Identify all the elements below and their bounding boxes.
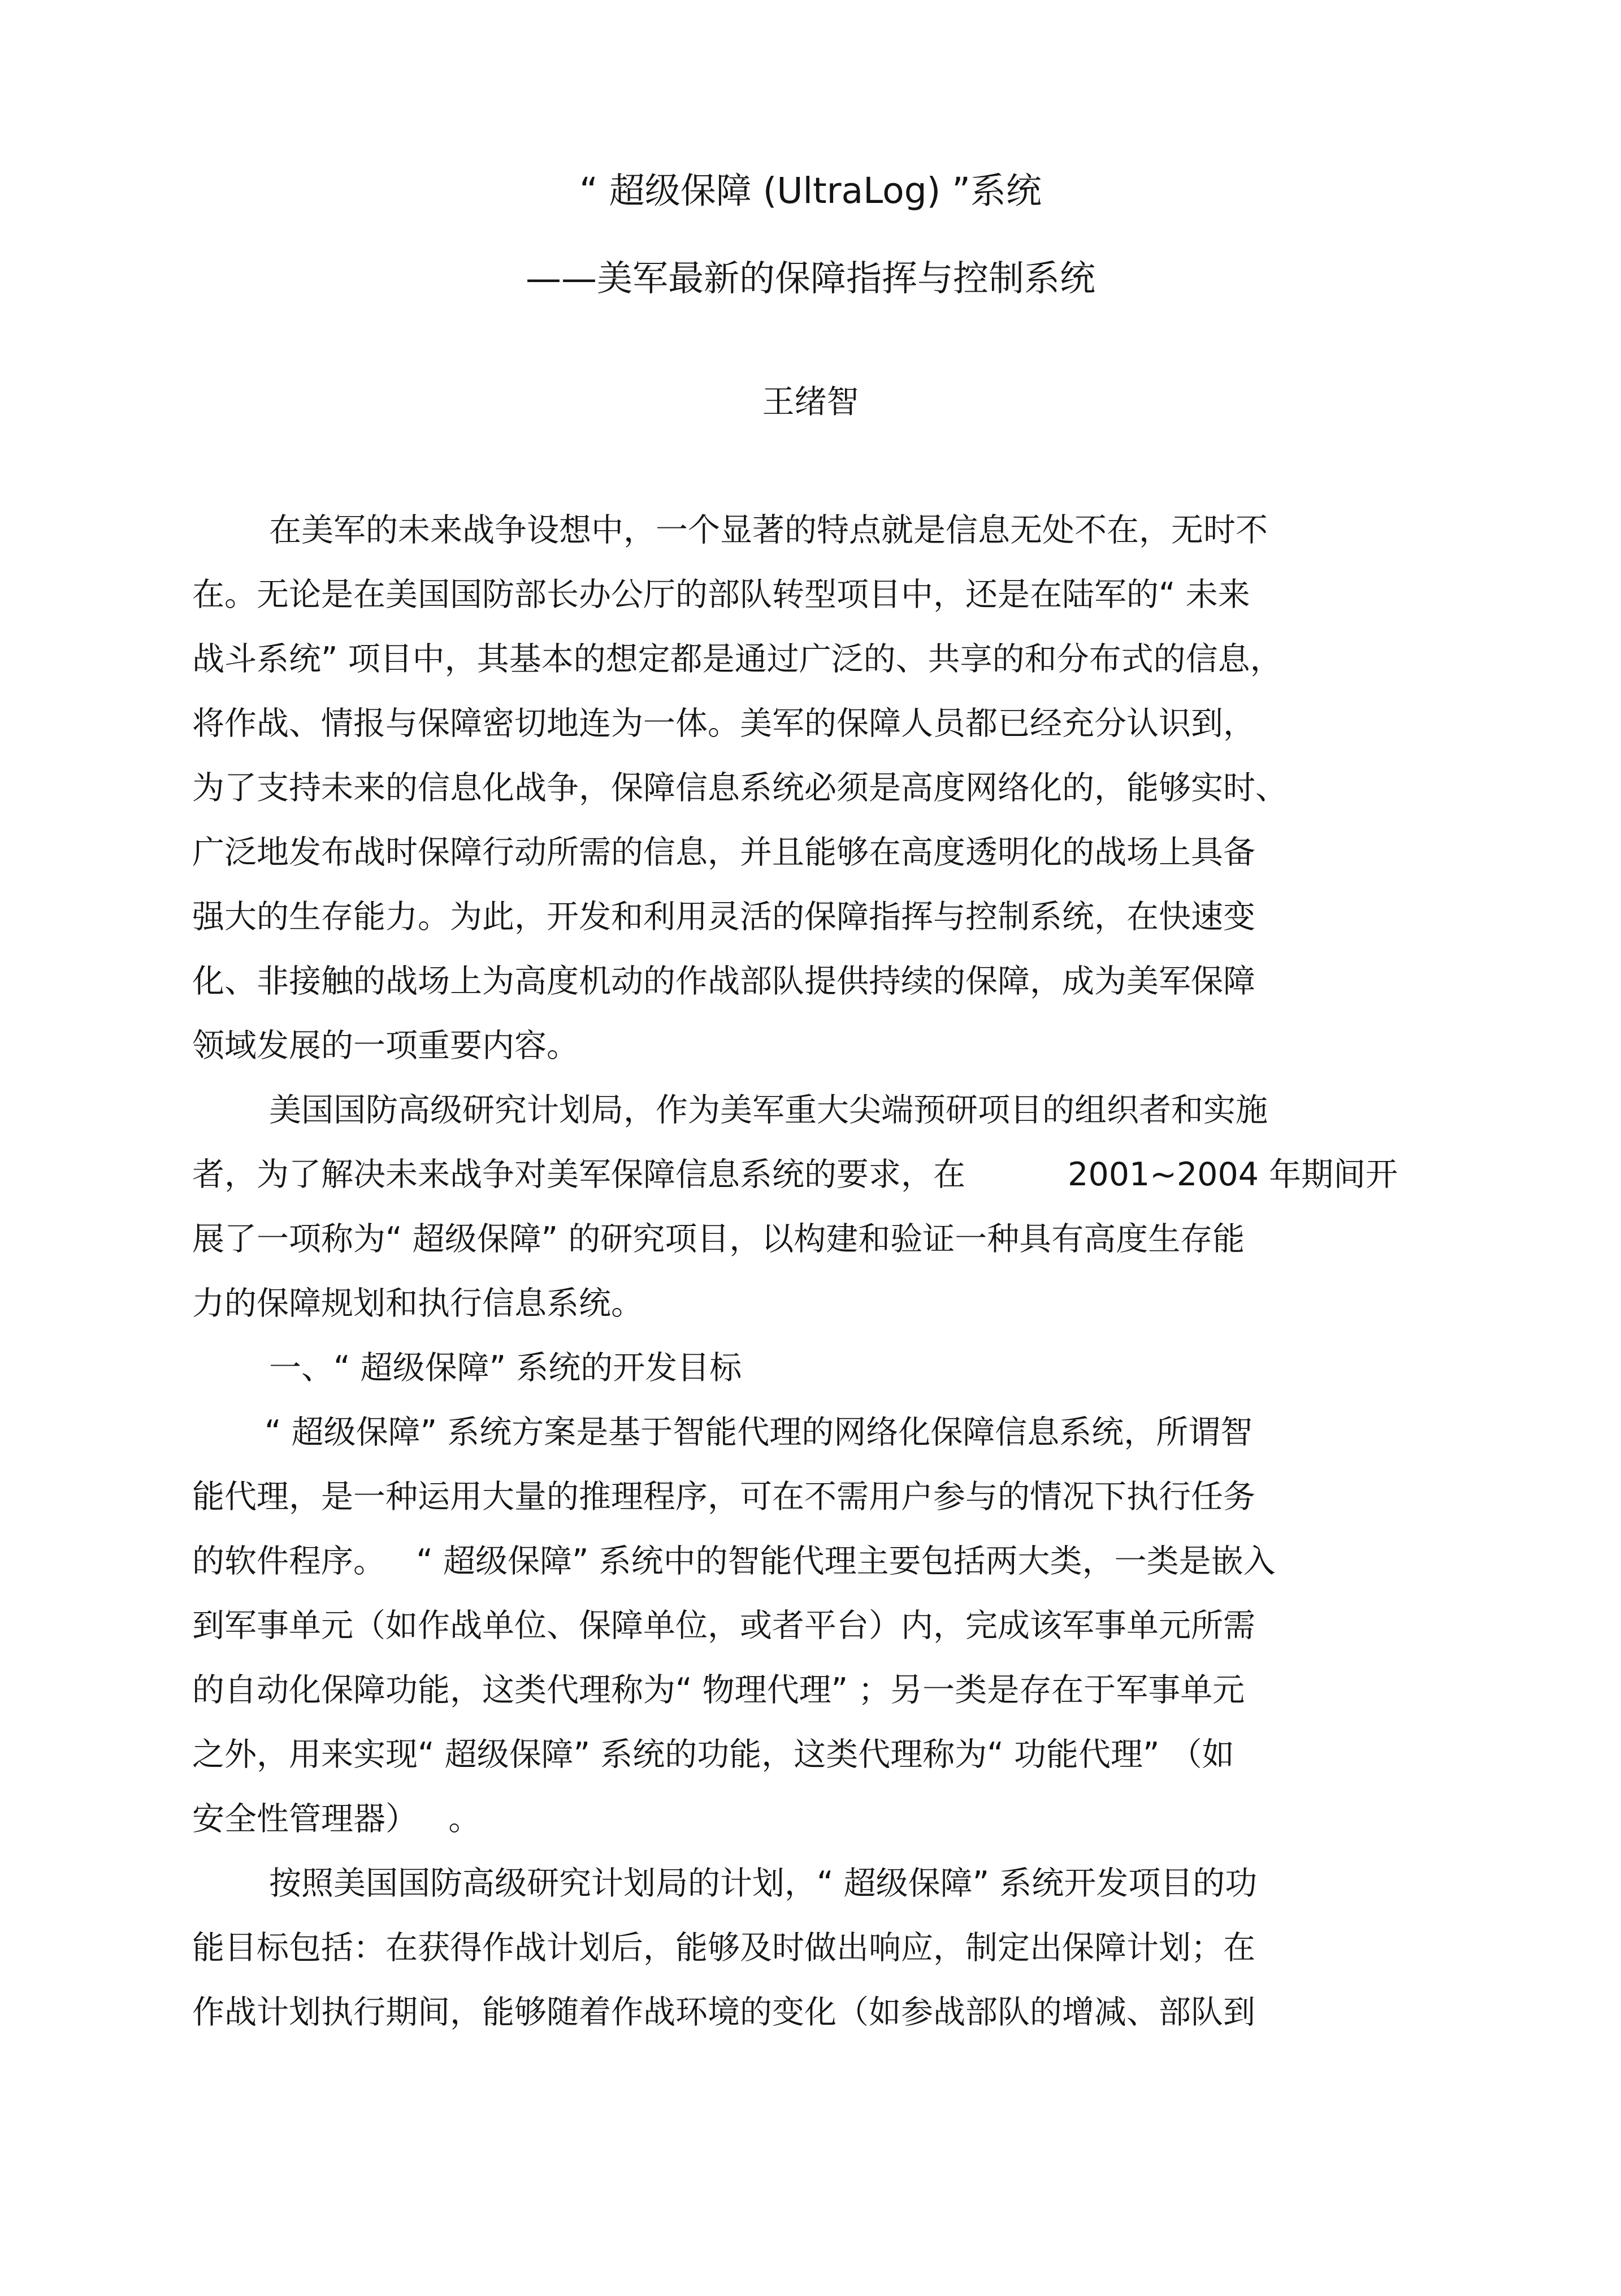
text-line: 按照美国国防高级研究计划局的计划，“ 超级保障” 系统开发项目的功 [269,1865,1258,1902]
text-line: 为了支持未来的信息化战争，保障信息系统必须是高度网络化的，能够实时、 [192,769,1288,807]
text-line: 展了一项称为“ 超级保障” 的研究项目，以构建和验证一种具有高度生存能 [192,1220,1245,1258]
text-line: 强大的生存能力。为此，开发和利用灵活的保障指挥与控制系统，在快速变 [192,898,1255,935]
text-line: 之外，用来实现“ 超级保障” 系统的功能，这类代理称为“ 功能代理” （如 [192,1736,1234,1773]
text-line: 安全性管理器） 。 [192,1800,481,1838]
text-line: 美国国防高级研究计划局，作为美军重大尖端预研项目的组织者和实施 [269,1091,1268,1129]
text-line: 战斗系统” 项目中，其基本的想定都是通过广泛的、共享的和分布式的信息， [192,640,1282,678]
section-heading: 一、“ 超级保障” 系统的开发目标 [269,1349,742,1387]
text-line: 作战计划执行期间，能够随着作战环境的变化（如参战部队的增减、部队到 [192,1994,1255,2031]
document-subtitle: ——美军最新的保障指挥与控制系统 [526,258,1095,299]
text-line: 能目标包括：在获得作战计划后，能够及时做出响应，制定出保障计划；在 [192,1929,1255,1966]
text-line: 广泛地发布战时保障行动所需的信息，并且能够在高度透明化的战场上具备 [192,834,1255,871]
text-line: 能代理，是一种运用大量的推理程序，可在不需用户参与的情况下执行任务 [192,1478,1255,1515]
text-line: 的软件程序。 “ 超级保障” 系统中的智能代理主要包括两大类，一类是嵌入 [192,1543,1276,1580]
text-line: 力的保障规划和执行信息系统。 [192,1285,643,1322]
text-line: 化、非接触的战场上为高度机动的作战部队提供持续的保障，成为美军保障 [192,963,1255,1000]
text-line: 领域发展的一项重要内容。 [192,1027,579,1064]
text-line: “ 超级保障” 系统方案是基于智能代理的网络化保障信息系统，所谓智 [265,1414,1253,1451]
text-line: 者，为了解决未来战争对美军保障信息系统的要求，在 2001~2004 年期间开 [192,1156,1398,1193]
text-line: 到军事单元（如作战单位、保障单位，或者平台）内，完成该军事单元所需 [192,1607,1255,1644]
text-line: 的自动化保障功能，这类代理称为“ 物理代理” ；另一类是存在于军事单元 [192,1671,1245,1709]
document-title: “ 超级保障 (UltraLog) ”系统 [579,170,1042,211]
text-line: 在。无论是在美国国防部长办公厅的部队转型项目中，还是在陆军的“ 未来 [192,576,1250,613]
text-line: 将作战、情报与保障密切地连为一体。美军的保障人员都已经充分认识到， [192,705,1255,742]
document-author: 王绪智 [762,383,859,421]
text-line: 在美军的未来战争设想中，一个显著的特点就是信息无处不在，无时不 [269,512,1268,549]
